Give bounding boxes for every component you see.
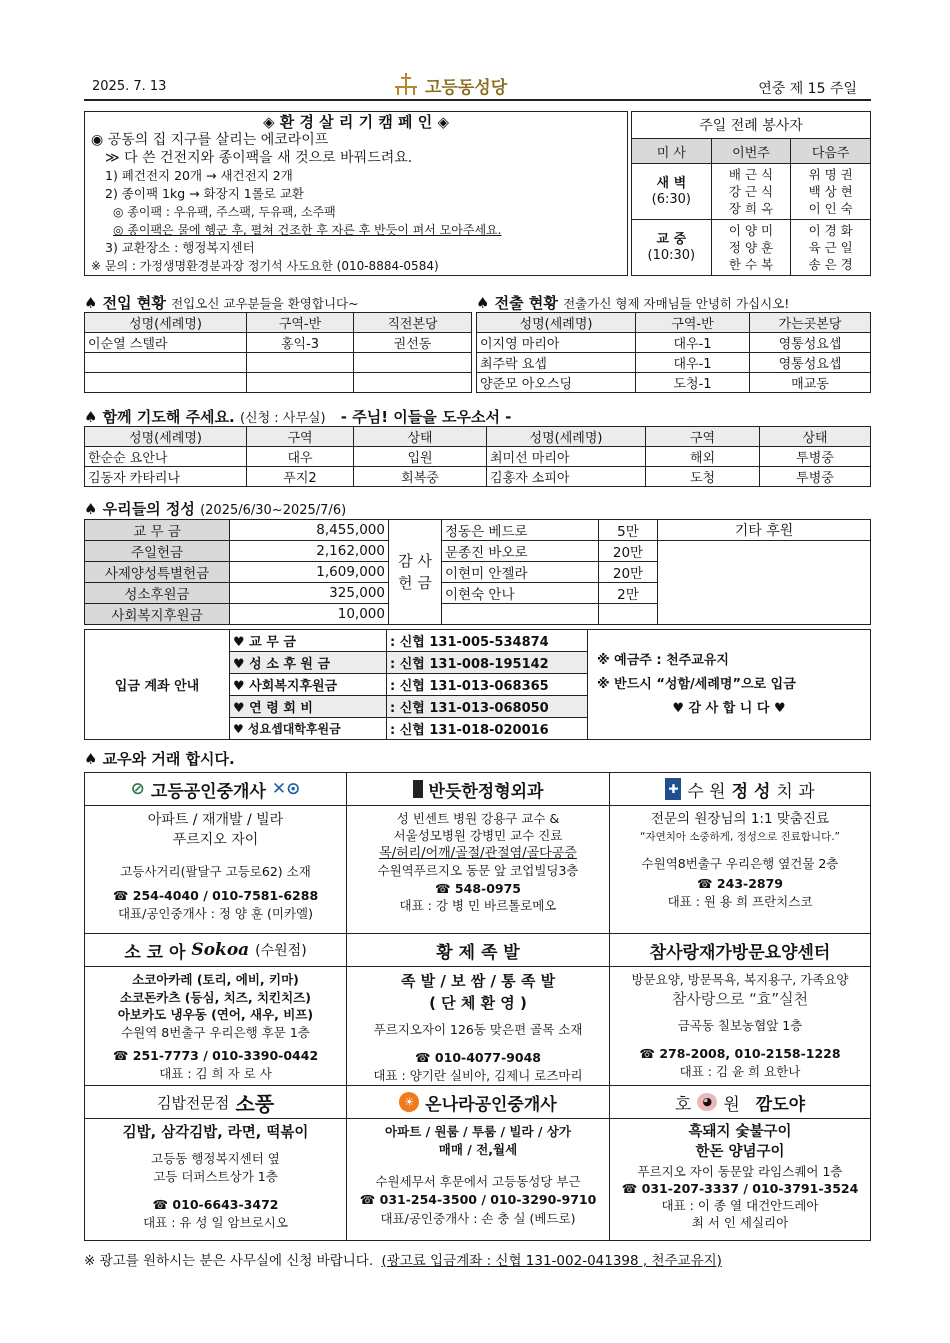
ad-name-emphasis: 정 성 <box>731 781 771 802</box>
cell: 투병중 <box>760 447 871 467</box>
ad-line: 김밥, 삼각김밥, 라면, 떡볶이 <box>122 1125 309 1141</box>
ad-line: 금곡동 칠보농협앞 1층 <box>677 1017 803 1033</box>
mass-mid: 교 중 <box>656 231 687 247</box>
ad-phone: ☎ 031-207-3337 / 010-3791-3524 <box>621 1181 859 1196</box>
ad-line: 소코아카레 (토리, 에비, 키마) <box>132 972 299 987</box>
cell: 이지영 마리아 <box>477 333 636 353</box>
server-name: 육 근 일 <box>808 240 853 255</box>
moveout-subtitle: 전출가신 형제 자매님들 안녕히 가십시오! <box>563 296 790 311</box>
server-name: 정 양 훈 <box>728 240 774 255</box>
thanks-name: 정동은 베드로 <box>442 520 599 541</box>
cell: 대우 <box>247 447 354 467</box>
campaign-line: ≫ 다 쓴 건전지와 종이팩을 새 것으로 바꿔드려요. <box>105 150 413 166</box>
ad-footer-text: ※ 광고를 원하시는 분은 사무실에 신청 바랍니다. <box>84 1253 374 1269</box>
ad-phone: ☎ 010-4077-9048 <box>415 1049 541 1065</box>
ad-line: 푸르지오 자이 <box>172 832 259 849</box>
cell <box>354 373 472 393</box>
ad-name: 수 원 <box>687 781 726 802</box>
ad-phone: ☎ 278-2008, 010-2158-1228 <box>639 1046 841 1061</box>
ad-line: 한돈 양념구이 <box>695 1143 785 1160</box>
cell: 권선동 <box>354 333 472 353</box>
server-name: 장 희 옥 <box>728 201 774 216</box>
table-row <box>85 353 472 373</box>
ad-name: 소 코 아 <box>124 942 186 963</box>
ad-owner: 대표 : 이 종 열 대건안드레아 <box>661 1197 819 1213</box>
parish-name: 고등동성당 <box>425 77 508 98</box>
ad-line: 수원역 8번출구 우리은행 후문 1층 <box>121 1024 310 1040</box>
ad-name: 호 <box>674 1094 692 1115</box>
offering-label: 교 무 금 <box>85 520 230 541</box>
thanks-note: ♥ 감 사 합 니 다 ♥ <box>672 700 786 716</box>
col-district: 구역-반 <box>636 313 750 333</box>
clinic-logo-icon <box>413 780 423 798</box>
cell: 투병중 <box>760 467 871 487</box>
ad-name: 황 제 족 발 <box>347 934 609 967</box>
offering-amount: 8,455,000 <box>230 520 389 541</box>
server-name: 이 인 숙 <box>808 201 853 216</box>
table-row <box>85 447 871 467</box>
prayer-heading <box>84 406 511 427</box>
campaign-line: 1) 폐건전지 20개 → 새건전지 2개 <box>105 168 293 183</box>
ad-phone: ☎ 031-254-3500 / 010-3290-9710 <box>359 1192 597 1208</box>
col-name: 성명(세례명) <box>85 313 247 333</box>
kar-logo-icon: ✕⊙ <box>271 779 301 799</box>
cell: 김홍자 소피아 <box>487 467 646 487</box>
thanks-name: 문종진 바오로 <box>442 541 599 562</box>
ad-line: ( 단 체 환 영 ) <box>429 993 527 1012</box>
ad-name: 온나라공인중개사 <box>425 1094 557 1115</box>
ad-line: 수원역푸르지오 동문 앞 코업빌딩3층 <box>377 863 579 879</box>
ad-phone: ☎ 010-6643-3472 <box>152 1197 279 1213</box>
ad-line: 족 발 / 보 쌈 / 통 족 발 <box>400 972 556 990</box>
mass-dawn-time: (6:30) <box>651 191 691 207</box>
servers-title: 주일 전례 봉사자 <box>632 112 871 139</box>
ad-line: 참사랑으로 “효”실천 <box>671 990 809 1009</box>
ad-line: 흑돼지 숯불구이 <box>688 1124 792 1140</box>
mass-dawn: 새 벽 <box>656 175 687 191</box>
cell: 푸지2 <box>247 467 354 487</box>
cell <box>85 373 247 393</box>
ad-sopung[interactable] <box>84 1085 347 1241</box>
servers-col-mass: 미 사 <box>632 139 712 164</box>
ad-line: 아파트 / 원룸 / 투룸 / 빌라 / 상가 <box>385 1124 571 1139</box>
movein-subtitle: 전입오신 교우분들을 환영합니다~ <box>171 296 359 311</box>
accounts-table <box>84 629 871 740</box>
ad-orthopedics[interactable] <box>346 772 610 934</box>
ad-dental[interactable] <box>609 772 871 934</box>
cell: 최주락 요셉 <box>477 353 636 373</box>
ad-owner: 대표/공인중개사 : 손 충 실 (베드로) <box>380 1210 576 1226</box>
ad-line: 소코돈카츠 (등심, 치즈, 치킨치즈) <box>120 989 311 1005</box>
offering-amount: 1,609,000 <box>230 562 389 583</box>
server-name: 이 경 화 <box>808 223 853 238</box>
thanks-amount: 20만 <box>599 541 658 562</box>
ad-owner: 대표 : 강 병 민 바르톨로메오 <box>399 897 557 913</box>
offering-period: (2025/6/30~2025/7/6) <box>200 503 347 518</box>
cell: 최미선 마리아 <box>487 447 646 467</box>
ad-owner: 대표 : 양기란 실비아, 김제니 로즈마리 <box>373 1067 583 1083</box>
thanks-name: 이현미 안젤라 <box>442 562 599 583</box>
campaign-line: ◎ 종이팩은 물에 헹군 후, 펼쳐 건조한 후 자른 후 반듯이 펴서 모아주세요. <box>113 223 502 237</box>
ad-howon-kkamdoya[interactable] <box>609 1085 871 1241</box>
ad-line: 서울성모병원 강병민 교수 진료 <box>393 828 563 844</box>
table-row <box>477 333 871 353</box>
server-name: 강 근 식 <box>728 184 774 199</box>
ad-branch: (수원점) <box>255 943 307 959</box>
server-name: 이 양 미 <box>728 223 774 238</box>
cell: 해외 <box>646 447 760 467</box>
offering-label: 성소후원금 <box>85 583 230 604</box>
account-number: : 신협 131-008-195142 <box>387 652 588 674</box>
cell <box>247 373 354 393</box>
ad-name-logo: Sokoa <box>191 940 250 960</box>
ad-phone: ☎ 243-2879 <box>697 875 783 891</box>
cell: 이순열 스텔라 <box>85 333 247 353</box>
dental-logo-icon: ✚ <box>665 778 681 800</box>
cell: 한순순 요안나 <box>85 447 247 467</box>
table-row <box>477 353 871 373</box>
cell: 양준모 아오스딩 <box>477 373 636 393</box>
ad-footer-account: (광고료 입금계좌 : 신협 131-002-041398 , 천주교유지) <box>381 1253 722 1269</box>
ad-name: 반듯한정형외과 <box>428 781 544 802</box>
ad-phone: ☎ 251-7773 / 010-3390-0442 <box>112 1048 319 1063</box>
thanks-amount: 5만 <box>599 520 658 541</box>
ad-owner: 대표/공인중개사 : 정 양 훈 (미카엘) <box>117 905 314 921</box>
cell: 대우-1 <box>636 333 750 353</box>
cell: 회복중 <box>354 467 487 487</box>
account-name: ♥ 교 무 금 <box>230 630 387 652</box>
movein-heading <box>84 292 359 313</box>
ad-phone: ☎ 548-0975 <box>435 880 521 896</box>
ad-name-suffix: 치 과 <box>776 781 815 802</box>
col-district: 구역 <box>247 427 354 447</box>
cell: 도청 <box>646 467 760 487</box>
table-row <box>477 373 871 393</box>
ad-line: 방문요양, 방문목욕, 복지용구, 가족요양 <box>631 972 849 987</box>
ad-name-logo: 소풍 <box>235 1091 275 1116</box>
pig-logo-icon: ◕ <box>697 1093 717 1111</box>
campaign-line: 3) 교환장소 : 행정복지센터 <box>105 240 255 255</box>
col-name: 성명(세례명) <box>487 427 646 447</box>
offering-label: 주일헌금 <box>85 541 230 562</box>
movein-title: ♠ 전입 현황 <box>84 294 166 312</box>
prayer-motto: - 주님! 이들을 도우소서 - <box>340 408 512 426</box>
ad-line: 매매 / 전,월세 <box>438 1142 518 1158</box>
ad-line: 수원역8번출구 우리은행 옆건물 2층 <box>641 855 839 871</box>
ad-owner: 대표 : 김 희 자 로 사 <box>159 1065 272 1081</box>
table-row <box>85 373 472 393</box>
campaign-line: 2) 종이팩 1kg → 화장지 1롤로 교환 <box>105 186 304 201</box>
cell: 도청-1 <box>636 373 750 393</box>
moveout-table <box>476 312 871 393</box>
account-holder-note: ※ 예금주 : 천주교유지 <box>597 652 729 668</box>
liturgical-week: 연중 제 15 주일 <box>758 81 857 97</box>
thanks-name: 이현숙 안나 <box>442 583 599 604</box>
cell: 매교동 <box>750 373 871 393</box>
deposit-name-note: ※ 반드시 “성함/세례명”으로 입금 <box>597 676 796 692</box>
ad-line: 수원세무서 후문에서 고등동성당 부근 <box>375 1174 581 1190</box>
ad-line: 전문의 원장님의 1:1 맞춤진료 <box>650 811 830 827</box>
prayer-table <box>84 426 871 487</box>
ad-line: 성 빈센트 병원 강용구 교수 & <box>396 811 560 826</box>
cell: 영통성요셉 <box>750 333 871 353</box>
cell <box>85 353 247 373</box>
cell: 대우-1 <box>636 353 750 373</box>
table-row <box>85 333 472 353</box>
col-status: 상태 <box>354 427 487 447</box>
leaf-icon: ⊘ <box>130 779 145 799</box>
ad-line: 고등사거리(팔달구 고등로62) 소재 <box>120 863 311 879</box>
ad-realestate-godeung[interactable] <box>84 772 347 934</box>
ad-footer <box>84 1249 722 1269</box>
campaign-contact: ※ 문의 : 가정생명환경분과장 정기석 사도요한 (010-8884-0584) <box>91 259 439 273</box>
account-name: ♥ 사회복지후원금 <box>230 674 387 696</box>
ad-onnara-realestate[interactable] <box>346 1085 610 1241</box>
eco-campaign-box <box>84 111 628 276</box>
server-name: 배 근 식 <box>728 167 774 182</box>
mass-mid-time: (10:30) <box>647 247 696 263</box>
header-rule <box>84 99 871 101</box>
offering-amount: 10,000 <box>230 604 389 625</box>
offering-table <box>84 519 871 625</box>
campaign-line: ◉ 공동의 집 지구를 살리는 에코라이프 <box>91 132 329 148</box>
moveout-title: ♠ 전출 현황 <box>476 294 558 312</box>
ad-jokbal[interactable] <box>346 933 610 1086</box>
ad-name: 고등공인중개사 <box>150 781 266 802</box>
ads-heading: ♠ 교우와 거래 합시다. <box>84 750 235 768</box>
other-support-blank <box>658 541 871 625</box>
ad-line: 목/허리/어깨/골절/관절염/골다공증 <box>379 845 577 861</box>
church-logo-icon <box>393 72 419 98</box>
ad-name-logo: 깜도야 <box>755 1094 806 1115</box>
server-name: 백 상 현 <box>808 184 853 199</box>
ad-line: 아보카도 냉우동 (연어, 새우, 비프) <box>117 1007 314 1022</box>
cell <box>247 353 354 373</box>
ad-line: 고등동 행정복지센터 옆 <box>151 1151 280 1167</box>
sun-logo-icon: ☀ <box>399 1092 419 1112</box>
ad-name: 원 <box>723 1094 740 1115</box>
col-district: 구역 <box>646 427 760 447</box>
cell: 홍익-3 <box>247 333 354 353</box>
ad-sokoa[interactable] <box>84 933 347 1086</box>
parish-header <box>393 72 507 98</box>
ad-care-center[interactable] <box>609 933 871 1086</box>
account-label: 입금 계좌 안내 <box>85 630 230 740</box>
cell: 김동자 카타리나 <box>85 467 247 487</box>
ad-owner: 대표 : 김 윤 희 요한나 <box>679 1064 801 1080</box>
account-name: ♥ 성요셉대학후원금 <box>230 718 387 740</box>
offering-label: 사회복지후원금 <box>85 604 230 625</box>
prayer-apply: (신청 : 사무실) <box>239 411 326 426</box>
ad-line: 아파트 / 재개발 / 빌라 <box>147 812 284 828</box>
ad-line: 고등 더퍼스트상가 1층 <box>153 1169 278 1185</box>
offering-heading <box>84 498 346 519</box>
cell: 입원 <box>354 447 487 467</box>
offering-amount: 2,162,000 <box>230 541 389 562</box>
table-row <box>85 467 871 487</box>
server-name: 위 명 권 <box>808 167 853 182</box>
account-number: : 신협 131-013-068365 <box>387 674 588 696</box>
col-name: 성명(세례명) <box>85 427 247 447</box>
ad-name: 참사랑재가방문요양센터 <box>610 934 870 967</box>
server-name: 송 은 경 <box>808 257 853 272</box>
server-name: 한 수 복 <box>728 257 774 272</box>
col-parish: 직전본당 <box>354 313 472 333</box>
thanks-label: 감 사 헌 금 <box>389 520 442 625</box>
servers-col-this: 이번주 <box>711 139 791 164</box>
ad-phone: ☎ 254-4040 / 010-7581-6288 <box>112 887 319 903</box>
campaign-line: ◎ 종이팩 : 우유팩, 주스팩, 두유팩, 소주팩 <box>113 205 336 219</box>
thanks-amount: 20만 <box>599 562 658 583</box>
campaign-title: ◈ 환 경 살 리 기 캠 페 인 ◈ <box>263 113 449 131</box>
other-support: 기타 후원 <box>658 520 871 541</box>
account-number: : 신협 131-005-534874 <box>387 630 588 652</box>
moveout-heading <box>476 292 789 313</box>
cell: 영통성요셉 <box>750 353 871 373</box>
ad-name: 김밥전문점 <box>156 1093 230 1112</box>
bulletin-date: 2025. 7. 13 <box>92 79 167 94</box>
account-name: ♥ 성 소 후 원 금 <box>230 652 387 674</box>
offering-title: ♠ 우리들의 정성 <box>84 500 195 518</box>
ad-line: 푸르지오 자이 동문앞 라임스퀘어 1층 <box>637 1164 843 1180</box>
movein-table <box>84 312 472 393</box>
ad-line: 푸르지오자이 126동 맞은편 골목 소재 <box>373 1021 583 1037</box>
account-number: : 신협 131-018-020016 <box>387 718 588 740</box>
offering-label: 사제양성특별헌금 <box>85 562 230 583</box>
ad-owner: 대표 : 원 용 희 프란치스코 <box>667 894 813 910</box>
ad-owner: 대표 : 유 성 일 암브로시오 <box>143 1215 288 1231</box>
ad-line: “자연치아 소중하게, 정성으로 진료합니다.” <box>640 830 840 843</box>
servers-col-next: 다음주 <box>791 139 871 164</box>
col-parish: 가는곳본당 <box>750 313 871 333</box>
col-status: 상태 <box>760 427 871 447</box>
ad-owner: 최 서 인 세실리아 <box>691 1214 789 1230</box>
liturgy-servers-table <box>631 111 871 276</box>
account-name: ♥ 연 령 회 비 <box>230 696 387 718</box>
col-district: 구역-반 <box>247 313 354 333</box>
col-name: 성명(세례명) <box>477 313 636 333</box>
account-number: : 신협 131-013-068050 <box>387 696 588 718</box>
prayer-title: ♠ 함께 기도해 주세요. <box>84 408 235 426</box>
thanks-amount: 2만 <box>599 583 658 604</box>
cell <box>354 353 472 373</box>
offering-amount: 325,000 <box>230 583 389 604</box>
